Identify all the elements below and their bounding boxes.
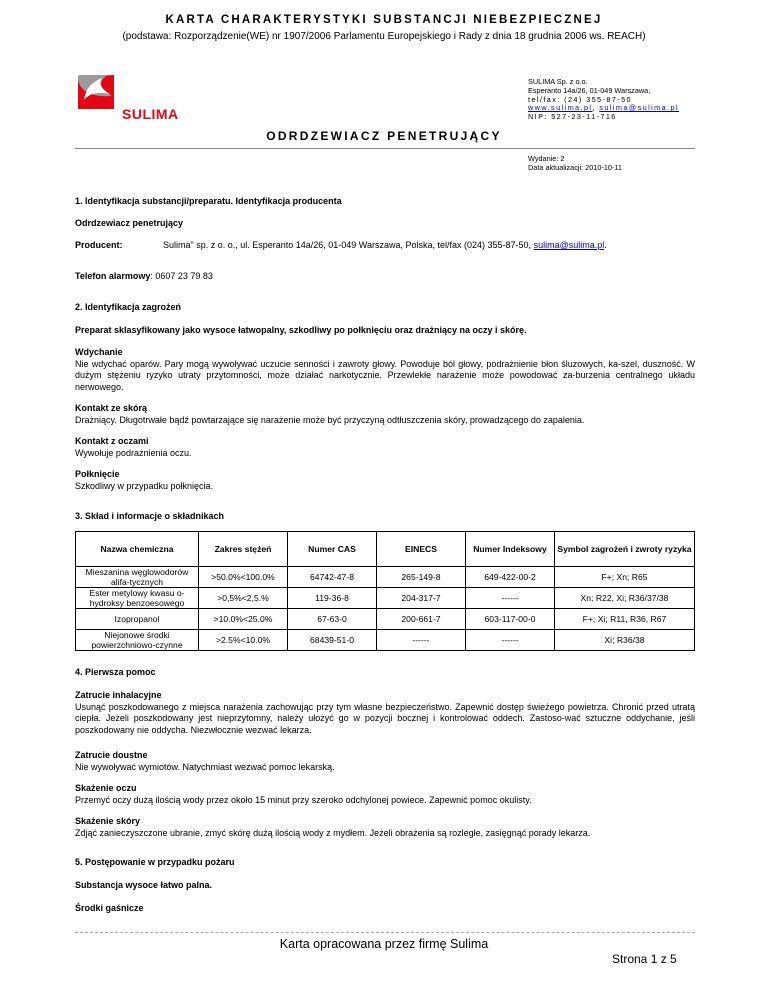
footer-text: Karta opracowana przez firmę Sulima: [279, 937, 489, 951]
cell-index: ------: [466, 630, 555, 651]
eye-contam-title: Skażenie oczu: [75, 783, 137, 793]
section-4-heading: 4. Pierwsza pomoc: [75, 667, 156, 677]
cell-index: 603-117-00-0: [466, 609, 555, 630]
producer-line: [75, 240, 695, 252]
section-1-heading: 1. Identyfikacja substancji/preparatu. Identyfikacja producenta: [75, 196, 342, 206]
company-name: SULIMA Sp. z o.o.: [528, 77, 588, 86]
flammable-note: Substancja wysoce łatwo palna.: [75, 880, 213, 890]
alarm-line: [75, 271, 695, 283]
swallow-block: [75, 469, 695, 492]
eye-contam-block: [75, 783, 695, 806]
alarm-value: : 0607 23 79 83: [150, 271, 213, 281]
header-divider: [75, 148, 695, 149]
cell-einecs: 265-149-8: [377, 567, 466, 588]
inhal-poison-title: Zatrucie inhalacyjne: [75, 690, 162, 700]
inhalation-title: Wdychanie: [75, 347, 123, 357]
table-header-row: [76, 532, 695, 567]
producer-end: .: [604, 240, 607, 250]
skin-contam-block: [75, 816, 695, 839]
eyes-text: Wywołuje podrażnienia oczu.: [75, 447, 192, 458]
cell-cas: 68439-51-0: [288, 630, 377, 651]
cell-cas: 64742-47-8: [288, 567, 377, 588]
company-nip: NIP: 527-23-11-716: [528, 112, 617, 122]
document-meta: [528, 155, 622, 173]
update-date: Data aktualizacji: 2010-10-11: [528, 162, 622, 172]
company-address: Esperanto 14a/26, 01-049 Warszawa,: [528, 85, 651, 95]
cell-cas: 67-63-0: [288, 609, 377, 630]
company-separator: ,: [592, 103, 600, 113]
cell-einecs: 200-661-7: [377, 609, 466, 630]
oral-poison-text: Nie wywoływać wymiotów. Natychmiast wezwać pomoc lekarską.: [75, 761, 335, 772]
cell-symbol: F+; Xi; R11, R36, R67: [555, 609, 695, 630]
document-title: KARTA CHARAKTERYSTYKI SUBSTANCJI NIEBEZPIECZNEJ: [165, 14, 603, 26]
cell-name: Niejonowe środki powierzchniowo-czynne: [76, 630, 199, 651]
oral-poison-title: Zatrucie doustne: [75, 750, 148, 760]
sulima-logo: [72, 72, 192, 124]
skin-title: Kontakt ze skórą: [75, 403, 148, 413]
producer-email-link[interactable]: sulima@sulima.pl: [533, 240, 605, 250]
producer-text: Sulima" sp. z o. o., ul. Esperanto 14a/26, 01-049 Warszawa, Polska, tel/fax (024) 355-87-50,: [163, 240, 534, 250]
producer-label: Producent:: [75, 240, 123, 250]
inhalation-block: [75, 347, 695, 393]
cell-einecs: 204-317-7: [377, 588, 466, 609]
col-index-header: Numer Indeksowy: [466, 532, 555, 567]
company-email-link[interactable]: sulima@sulima.pl: [599, 103, 679, 113]
table-row: [76, 588, 695, 609]
footer-divider: [75, 932, 695, 933]
inhal-poison-block: [75, 690, 695, 736]
cell-index: 649-422-00-2: [466, 567, 555, 588]
cell-index: ------: [466, 588, 555, 609]
eyes-title: Kontakt z oczami: [75, 436, 149, 446]
col-range-header: Zakres stężeń: [199, 532, 288, 567]
section-5-heading: 5. Postępowanie w przypadku pożaru: [75, 857, 235, 867]
cell-name: Izopropanol: [76, 609, 199, 630]
col-einecs-header: EINECS: [377, 532, 466, 567]
cell-symbol: F+; Xn; R65: [555, 567, 695, 588]
cell-range: >0,5%<2,5.%: [199, 588, 288, 609]
skin-block: [75, 403, 695, 426]
skin-contam-title: Skażenie skóry: [75, 816, 141, 826]
company-info: [528, 78, 679, 122]
product-label: Odrdzewiacz penetrujący: [75, 218, 184, 228]
cell-symbol: Xn; R22, Xi; R36/37/38: [555, 588, 695, 609]
skin-contam-text: Zdjąć zanieczyszczone ubranie, zmyć skórę dużą ilością wody z mydłem. Jeżeli obrażenia są rozległe, zasięgnąć porady lekarza.: [75, 827, 591, 838]
oral-poison-block: [75, 750, 695, 773]
product-name: ODRDZEWIACZ PENETRUJĄCY: [266, 129, 502, 143]
table-row: [76, 630, 695, 651]
eye-contam-text: Przemyć oczy dużą ilością wody przez około 15 minut przy szeroko odchylonej powiece. Zapewnić pomoc okulisty.: [75, 794, 532, 805]
cell-range: >10.0%<25.0%: [199, 609, 288, 630]
table-row: [76, 609, 695, 630]
logo-text: SULIMA: [122, 106, 179, 122]
company-www-link[interactable]: www.sulima.pl: [528, 103, 593, 113]
inhal-poison-text: Usunąć poszkodowanego z miejsca narażenia zachowując przy tym własne bezpieczeństwo. Zapewnić dostęp świeżego powietrza. Chronić przed utratą ciepła. Jeżeli poszkodowany jest nieprzytomny, należy ułożyć go w pozycji bocznej i kontrolować oddech. Zastoso-wać sztuczne oddychanie, jeśli poszkodowany nie oddycha. Niezwłocznie wezwać lekarza.: [75, 701, 695, 735]
col-symbol-header: Symbol zagrożeń i zwroty ryzyka: [555, 532, 695, 567]
extinguishing-media: Środki gaśnicze: [75, 903, 144, 913]
edition: Wydanie: 2: [528, 154, 565, 163]
eyes-block: [75, 436, 695, 459]
col-cas-header: Numer CAS: [288, 532, 377, 567]
cell-cas: 119-36-8: [288, 588, 377, 609]
section-2-heading: 2. Identyfikacja zagrożeń: [75, 302, 182, 312]
col-name-header: Nazwa chemiczna: [76, 532, 199, 567]
document-subtitle: (podstawa: Rozporządzenie(WE) nr 1907/2006 Parlamentu Europejskiego i Rady z dnia 18 grudnia 2006 ws. REACH): [122, 31, 646, 42]
hazard-summary: Preparat sklasyfikowany jako wysoce łatwopalny, szkodliwy po połknięciu oraz drażniący na oczy i skórę.: [75, 325, 527, 335]
swallow-title: Połknięcie: [75, 469, 120, 479]
swallow-text: Szkodliwy w przypadku połknięcia.: [75, 480, 214, 491]
company-telfax: tel/fax: (24) 355-87-50: [528, 94, 632, 104]
table-row: [76, 567, 695, 588]
cell-name: Mieszanina węglowodorów alifa-tycznych: [76, 567, 199, 588]
cell-symbol: Xi; R36/38: [555, 630, 695, 651]
cell-range: >50.0%<100.0%: [199, 567, 288, 588]
skin-text: Drażniący. Długotrwałe bądź powtarzające się narażenie może być przyczyną odtłuszczenia skóry, prowadzącego do zapalenia.: [75, 414, 585, 425]
section-3-heading: 3. Skład i informacje o składnikach: [75, 511, 225, 521]
page-number: Strona 1 z 5: [612, 952, 677, 966]
composition-table: [75, 531, 695, 651]
cell-range: >2.5%<10.0%: [199, 630, 288, 651]
inhalation-text: Nie wdychać oparów. Pary mogą wywoływać uczucie senności i zawroty głowy. Powoduje ból głowy, podrażnienie błon śluzowych, ka-szel, duszność. W dużym stężeniu ryzyko utraty przytomności, może działać narkotycznie. Przewlekłe narażenie może powodować za-burzenia centralnego układu nerwowego.: [75, 358, 695, 392]
alarm-label: Telefon alarmowy: [75, 271, 151, 281]
cell-einecs: ------: [377, 630, 466, 651]
cell-name: Ester metylowy kwasu o-hydroksy benzoesowego: [76, 588, 199, 609]
